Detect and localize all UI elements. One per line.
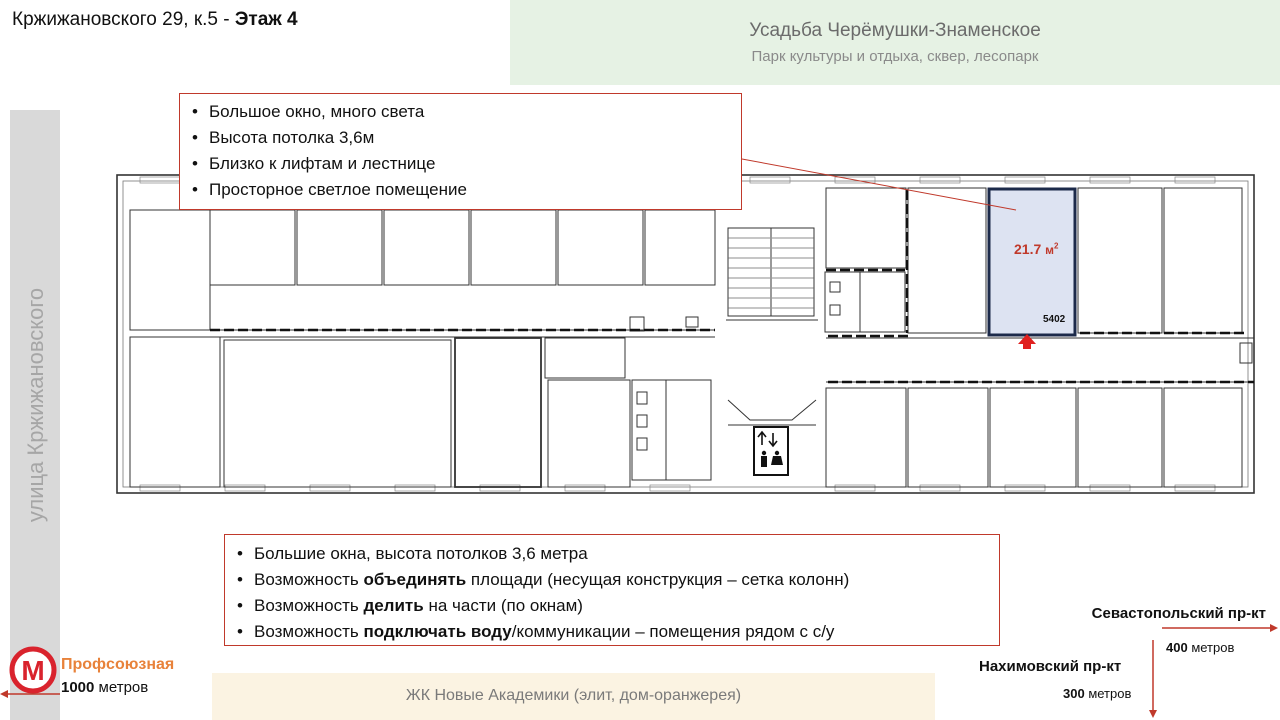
- park-subtitle: Парк культуры и отдыха, сквер, лесопарк: [751, 48, 1039, 65]
- floor-label: Этаж 4: [234, 9, 298, 30]
- arrow-left-icon: [0, 688, 62, 700]
- address-text: Кржижановского 29, к.5 -: [12, 9, 235, 30]
- street-label: улица Кржижановского: [23, 287, 48, 523]
- road-sevastopolsky: Севастопольский пр-кт: [1091, 605, 1266, 622]
- bottom-features-box: [224, 534, 1000, 646]
- feature-item: • Большое окно, много света: [190, 99, 731, 125]
- metro-station: Профсоюзная: [61, 656, 175, 673]
- room-area: [1014, 241, 1058, 257]
- feature-item: • Высота потолка 3,6м: [190, 125, 731, 151]
- road-sevastopolsky-distance: 400 метров: [1166, 640, 1235, 655]
- park-title: Усадьба Черёмушки-Знаменское: [749, 20, 1041, 41]
- top-features-list: [190, 99, 731, 203]
- room-number: 5402: [1043, 314, 1066, 325]
- feature-item: • Близко к лифтам и лестнице: [190, 151, 731, 177]
- elevator-icon: [754, 427, 788, 475]
- metro-distance: 1000 метров: [61, 679, 149, 696]
- feature-item: • Возможность объединять площади (несущая конструкция – сетка колонн): [235, 567, 989, 593]
- landmark-box: [212, 673, 935, 720]
- feature-item: • Возможность делить на части (по окнам): [235, 593, 989, 619]
- road-nakhimovsky: Нахимовский пр-кт: [979, 658, 1122, 675]
- road-nakhimovsky-distance: 300 метров: [1063, 686, 1132, 701]
- arrow-down-icon: [1146, 640, 1160, 720]
- room-area-unit: м: [1045, 243, 1055, 257]
- bottom-features-list: [235, 541, 989, 645]
- top-features-box: [179, 93, 742, 210]
- room-area-value: 21.7: [1014, 241, 1042, 257]
- arrow-right-icon: [1160, 621, 1280, 635]
- feature-item: • Просторное светлое помещение: [190, 177, 731, 203]
- feature-item: • Большие окна, высота потолков 3,6 метра: [235, 541, 989, 567]
- metro-letter: М: [21, 655, 45, 686]
- room-area-sup: 2: [1054, 241, 1059, 251]
- landmark-text: ЖК Новые Академики (элит, дом-оранжерея): [405, 687, 742, 704]
- feature-item: • Возможность подключать воду/коммуникации – помещения рядом с с/у: [235, 619, 989, 645]
- callout-line: [742, 159, 1016, 210]
